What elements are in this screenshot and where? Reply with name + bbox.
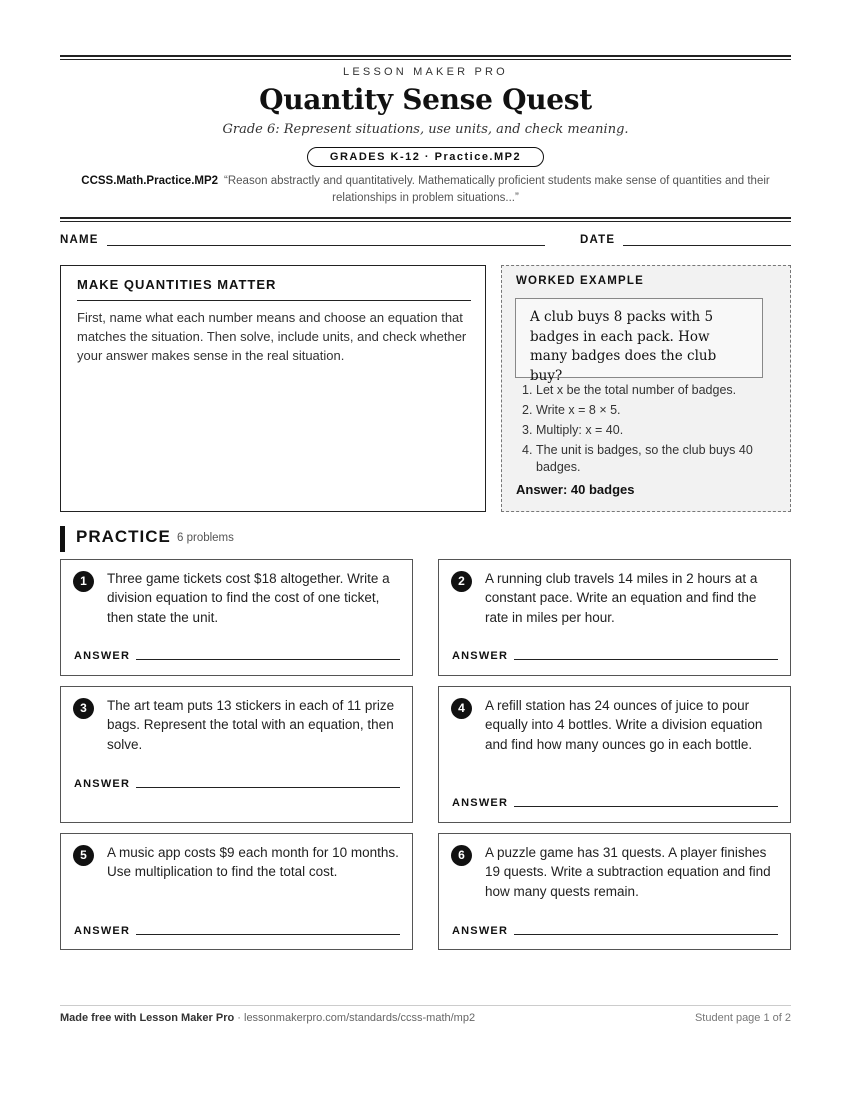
worked-example-heading: WORKED EXAMPLE (516, 275, 644, 287)
step-number: 1. (522, 383, 533, 397)
step-number: 3. (522, 423, 533, 437)
answer-label: ANSWER (452, 650, 509, 662)
step-number: 2. (522, 403, 533, 417)
step-text: Let x be the total number of badges. (536, 383, 737, 397)
problem-number: 3 (73, 698, 94, 719)
standard-statement (60, 173, 791, 207)
answer-field[interactable] (514, 659, 778, 660)
footer-rule (60, 1005, 791, 1006)
problem-text: A refill station has 24 ounces of juice to pour equally into 4 bottles. Write a division equation and find how many ounces go in each bottle. (485, 698, 763, 752)
problem-card-5 (60, 833, 413, 950)
intro-box (60, 265, 486, 512)
footer-page-number: Student page 1 of 2 (694, 1012, 791, 1024)
problem-text: A puzzle game has 31 quests. A player finishes 19 quests. Write a subtraction equation and find how many quests remain. (485, 845, 771, 899)
problem-text: A music app costs $9 each month for 10 months. Use multiplication to find the total cost. (107, 845, 399, 880)
answer-field[interactable] (136, 787, 400, 788)
worked-example-step (516, 382, 781, 399)
worked-example-step (516, 402, 781, 419)
answer-field[interactable] (136, 659, 400, 660)
answer-label: ANSWER (452, 925, 509, 937)
worked-example-step (516, 442, 781, 476)
top-double-rule (60, 55, 791, 60)
problem-text: The art team puts 13 stickers in each of 11 prize bags. Represent the total with an equation, then solve. (107, 698, 395, 752)
footer-credit (60, 1012, 475, 1024)
name-label: NAME (60, 234, 99, 246)
problem-number: 5 (73, 845, 94, 866)
intro-heading: MAKE QUANTITIES MATTER (77, 277, 471, 301)
worksheet-page (60, 0, 791, 1100)
problem-card-6 (438, 833, 791, 950)
answer-label: ANSWER (74, 778, 131, 790)
practice-header (60, 526, 791, 552)
worked-example-problem: A club buys 8 packs with 5 badges in each pack. How many badges does the club buy? (515, 298, 763, 378)
grade-badge-wrap (60, 145, 791, 167)
worked-example-box (501, 265, 791, 512)
problem-text: Three game tickets cost $18 altogether. Write a division equation to find the cost of one ticket, then state the unit. (107, 571, 390, 625)
intro-text: First, name what each number means and choose an equation that matches the situation. Then solve, include units, and check whether your answer makes sense in the real situation. (77, 310, 467, 363)
answer-label: ANSWER (74, 925, 131, 937)
step-text: The unit is badges, so the club buys 40 badges. (536, 443, 753, 474)
answer-label: ANSWER (74, 650, 131, 662)
answer-field[interactable] (514, 806, 778, 807)
problem-card-1 (60, 559, 413, 676)
date-label: DATE (580, 234, 616, 246)
problem-number: 2 (451, 571, 472, 592)
worksheet-title: Quantity Sense Quest (259, 83, 592, 116)
step-number: 4. (522, 443, 533, 457)
problem-number: 4 (451, 698, 472, 719)
problem-number: 1 (73, 571, 94, 592)
worked-example-steps (516, 382, 781, 479)
problem-card-3 (60, 686, 413, 823)
standard-code: CCSS.Math.Practice.MP2 (81, 175, 219, 187)
header-bottom-rule (60, 217, 791, 222)
footer-url[interactable]: · lessonmakerpro.com/standards/ccss-math/mp2 (234, 1012, 476, 1024)
footer-made-with: Made free with Lesson Maker Pro (60, 1012, 235, 1024)
standard-text: “Reason abstractly and quantitatively. Mathematically proficient students make sense of quantities and their relationships in problem situations...” (224, 175, 770, 204)
practice-count: 6 problems (177, 532, 234, 544)
problem-number: 6 (451, 845, 472, 866)
answer-field[interactable] (136, 934, 400, 935)
worksheet-subtitle: Grade 6: Represent situations, use units, and check meaning. (222, 122, 629, 137)
answer-label: ANSWER (452, 797, 509, 809)
answer-field[interactable] (514, 934, 778, 935)
grade-badge: GRADES K-12 · Practice.MP2 (307, 147, 544, 167)
worked-example-step (516, 422, 781, 439)
step-text: Multiply: x = 40. (536, 423, 624, 437)
brand-eyebrow: LESSON MAKER PRO (343, 66, 508, 78)
problem-text: A running club travels 14 miles in 2 hours at a constant pace. Write an equation and find the rate in miles per hour. (485, 571, 758, 625)
worked-example-answer: Answer: 40 badges (516, 482, 635, 497)
name-field[interactable] (107, 245, 545, 246)
date-field[interactable] (623, 245, 791, 246)
step-text: Write x = 8 × 5. (536, 403, 621, 417)
name-date-row (60, 232, 791, 252)
problem-card-2 (438, 559, 791, 676)
practice-accent-bar (60, 526, 65, 552)
problem-card-4 (438, 686, 791, 823)
practice-title: PRACTICE (76, 527, 171, 546)
